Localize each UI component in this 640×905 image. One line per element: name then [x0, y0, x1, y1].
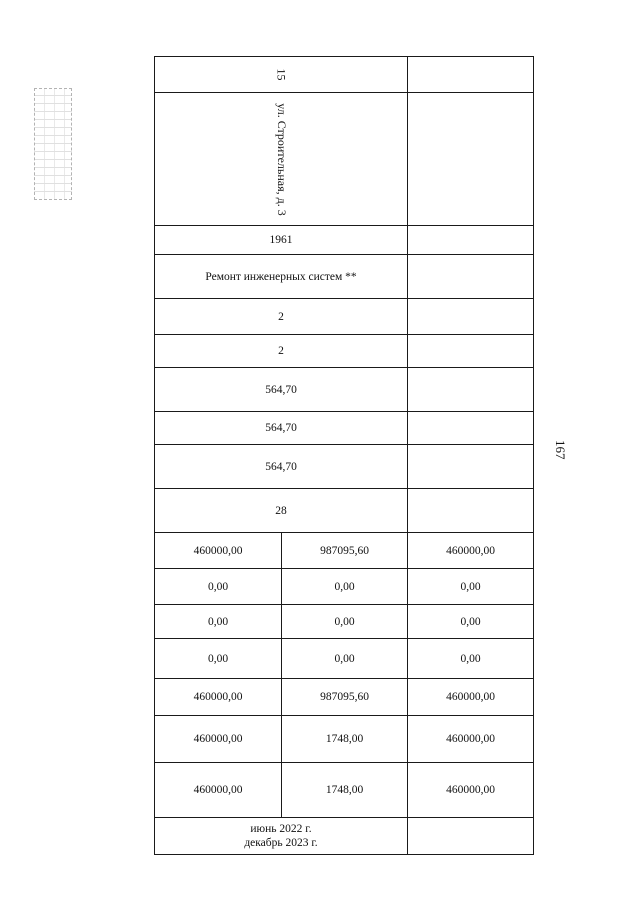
cell-empty — [408, 335, 534, 368]
finance-cell: 460000,00 — [408, 763, 534, 818]
table-row — [155, 569, 534, 605]
cell-year: 1961 — [155, 226, 408, 255]
finance-cell: 0,00 — [408, 569, 534, 605]
table-row — [155, 226, 534, 255]
table-row — [155, 605, 534, 639]
period-end: декабрь 2023 г. — [244, 837, 318, 849]
cell-period — [155, 818, 408, 855]
table-row — [155, 255, 534, 299]
table-row — [155, 335, 534, 368]
table-row — [155, 445, 534, 489]
address-value: ул. Строительная, д. 3 — [274, 102, 289, 216]
cell-empty — [408, 818, 534, 855]
cell-index — [155, 57, 408, 93]
cell-empty — [408, 299, 534, 335]
cell-empty — [408, 445, 534, 489]
finance-cell: 987095,60 — [282, 533, 408, 569]
finance-cell: 460000,00 — [155, 679, 282, 716]
cell-empty — [408, 255, 534, 299]
table-row — [155, 818, 534, 855]
finance-cell: 460000,00 — [408, 533, 534, 569]
table-row — [155, 763, 534, 818]
cell-area-residential: 564,70 — [155, 445, 408, 489]
finance-cell: 0,00 — [282, 569, 408, 605]
cell-area-total: 564,70 — [155, 368, 408, 412]
cell-address — [155, 93, 408, 226]
cell-floors: 2 — [155, 299, 408, 335]
repair-plan-table — [154, 56, 534, 855]
finance-cell: 0,00 — [282, 639, 408, 679]
table-row — [155, 368, 534, 412]
table-row — [155, 639, 534, 679]
page-number: 167 — [553, 440, 568, 460]
cell-work-type: Ремонт инженерных систем ** — [155, 255, 408, 299]
table-row — [155, 57, 534, 93]
finance-cell: 0,00 — [155, 569, 282, 605]
cell-empty — [408, 93, 534, 226]
index-value: 15 — [274, 68, 289, 81]
finance-cell: 987095,60 — [282, 679, 408, 716]
finance-cell: 1748,00 — [282, 716, 408, 763]
finance-cell: 0,00 — [155, 639, 282, 679]
finance-cell: 0,00 — [155, 605, 282, 639]
finance-cell: 460000,00 — [155, 763, 282, 818]
cell-empty — [408, 57, 534, 93]
cell-empty — [408, 368, 534, 412]
finance-cell: 460000,00 — [155, 716, 282, 763]
finance-cell: 460000,00 — [155, 533, 282, 569]
cell-entrances: 2 — [155, 335, 408, 368]
table-row — [155, 489, 534, 533]
table-row — [155, 412, 534, 445]
cell-empty — [408, 412, 534, 445]
finance-cell: 0,00 — [408, 605, 534, 639]
cell-empty — [408, 489, 534, 533]
table-row — [155, 679, 534, 716]
table-row — [155, 716, 534, 763]
cell-area-living: 564,70 — [155, 412, 408, 445]
period-start: июнь 2022 г. — [250, 823, 312, 835]
finance-cell: 460000,00 — [408, 716, 534, 763]
table-row — [155, 533, 534, 569]
finance-cell: 460000,00 — [408, 679, 534, 716]
table-row — [155, 299, 534, 335]
cell-empty — [408, 226, 534, 255]
stamp-mark — [34, 88, 72, 200]
finance-cell: 0,00 — [282, 605, 408, 639]
table-row — [155, 93, 534, 226]
cell-residents: 28 — [155, 489, 408, 533]
finance-cell: 0,00 — [408, 639, 534, 679]
finance-cell: 1748,00 — [282, 763, 408, 818]
